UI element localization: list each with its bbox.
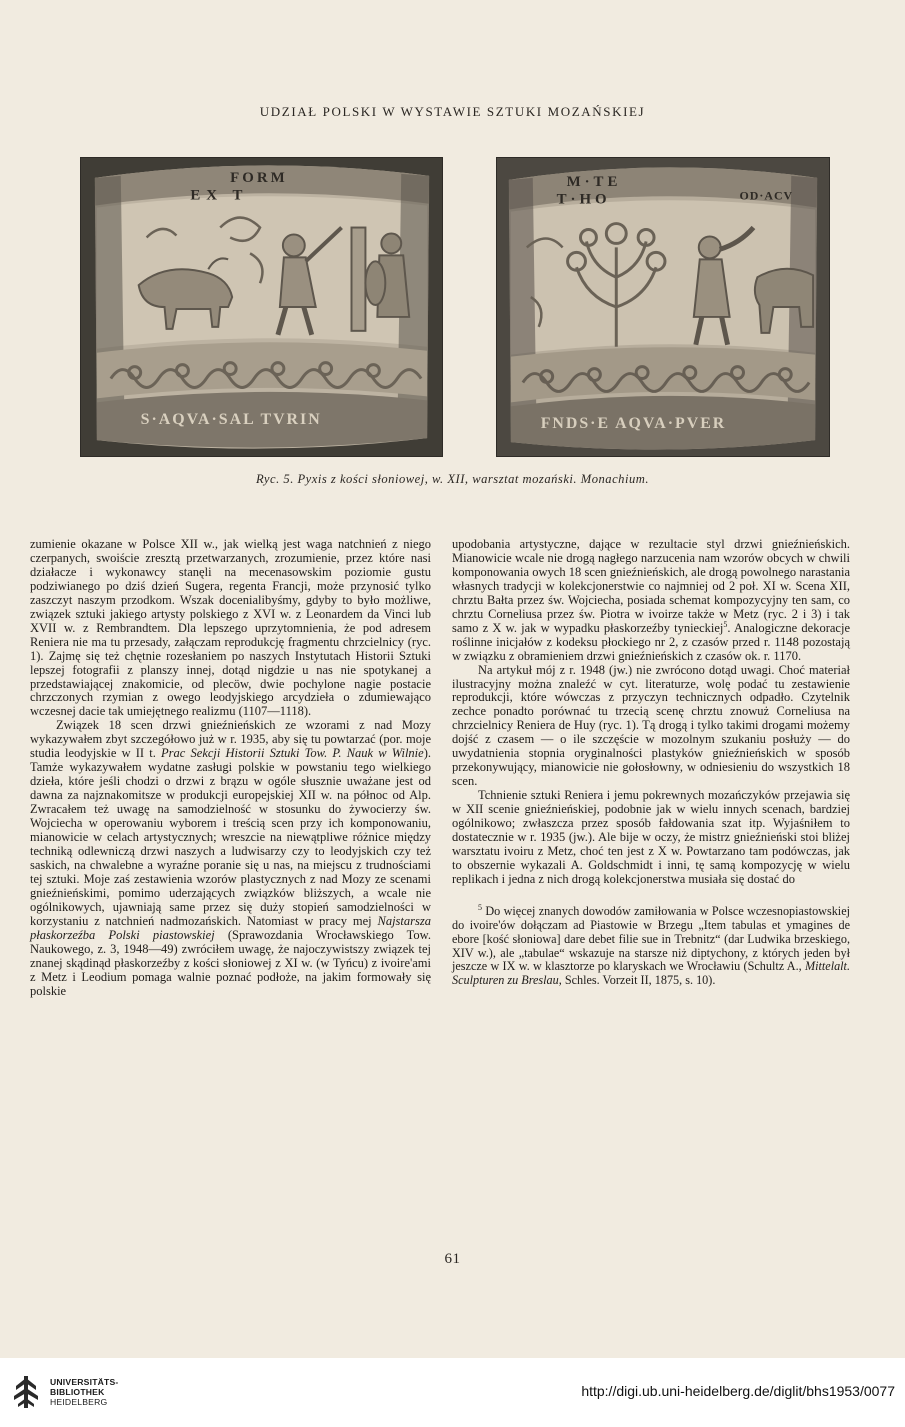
page-number: 61 <box>444 1251 461 1267</box>
running-title: UDZIAŁ POLSKI W WYSTAWIE SZTUKI MOZAŃSKIEJ <box>259 104 646 119</box>
left-p2-text-c: (Sprawozdania Wrocławskiego Tow. Naukowego, z. 3, 1948—49) zwróciłem uwagę, że najoczywistszy związek tej znanej skądinąd płaskorzeźby z kości słoniowej z XI w. (w Tyńcu) z ivoire'ami z Metz i Leodium pomaga walnie poznać podłoże, na jakim formowały się polskie <box>30 927 431 998</box>
library-name <box>50 1377 119 1408</box>
right-paragraph-1 <box>452 538 850 664</box>
pyxis-right-inscription-top-2: T·HO <box>556 191 611 208</box>
pyxis-left-inscription-top-2: EX T <box>190 187 249 204</box>
footnote-text-a: Do więcej znanych dowodów zamiłowania w Polsce wczesnopiastowskiej do ivoire'ów dołączam ad Piastowie w Brzegu „Item tabulas et ymagines de ebore [kość słoniowa] dare debet filie sue in Trebnitz“ (dar Ludwika brzeskiego, XIV w.), ale „tabulae“ wskazuje na starsze niż diptychony, z których jeden był jeszcze w IX w. w klasztorze po klaryskach we Wrocławiu (Schultz A., <box>452 903 850 974</box>
pyxis-right-inscription-bottom: FNDS·E AQVA·PVER <box>540 415 727 433</box>
pyxis-left-inscription-top: FORM <box>230 169 288 186</box>
digitization-footer <box>0 1358 905 1427</box>
right-paragraph-3: Tchnienie sztuki Reniera i jemu pokrewnych mozańczyków przejawia się w XII scenie gnieźnieńskiej, podobnie jak w wielu innych scenach, bardziej ogólnikowo; zwłaszcza przez sposób fałdowania szat itp. Wyjaśniłem to dostatecznie w r. 1935 (jw.). Ale bije w oczy, że mistrz gnieźnieński stoi bliżej warsztatu ivoiru z Metz, choć ten jest z X w. Powtarzano tam podówczas, jak to obszernie wykazali A. Goldschmidt i inni, tę samą kompozycję w wielu replikach i jedna z nich drogą kolekcjonerstwa musiała się dostać do <box>452 788 850 886</box>
footnote-italic-title: Mittelalt. Sculpturen zu Breslau <box>452 959 850 988</box>
library-line-1: UNIVERSITÄTS- <box>50 1377 119 1387</box>
pyxis-left-illustration <box>81 158 442 456</box>
text-column-right <box>452 538 850 988</box>
right-p1-text-b: . Analogiczne dekoracje roślinne inicjałów z kodeksu płockiego nr 2, z czasów przed r. 1148 pozostają w związku z obramieniem drzwi gnieźnieńskich z czasów ok. r. 1170. <box>452 620 851 663</box>
library-line-2: BIBLIOTHEK <box>50 1387 105 1398</box>
left-paragraph-2 <box>30 719 431 998</box>
left-paragraph-1: zumienie okazane w Polsce XII w., jak wielką jest waga natchnień z niego czerpanych, swoiście zresztą przetwarzanych, zrozumienie, przez które nasi działacze i wykonawcy stanęli na mecenasowskim poziomie gustu podziwianego po dziś dzień Sugera, regenta Francji, może przynosić tylko zaszczyt naszym przodkom. Wszak docenialibyśmy, gdyby to było możliwe, związek sztuki jakiego artysty polskiego z XVI w. z Leonardem da Vinci lub XVII w. z Rembrandtem. Dla lepszego uprzytomnienia, że pod adresem Reniera nie ma tu przesady, załączam reprodukcję fragmentu chrzcielnicy (ryc. 1). Zajmę się też chętnie rozesłaniem po naszych Instytutach Historii Sztuki lepszej fotografii z planszy innej, dotąd nigdzie u nas nie spotykanej a przedstawiającej znakomicie, od plecöw, dwie pochylone nagie postacie chrzczonych rzymian z owego leodyjskiego arcydzieła o zdumiewająco wczesnej dacie tak umiejętnego realizmu (1107—1118). <box>30 537 431 719</box>
pyxis-right-illustration <box>497 158 829 456</box>
library-line-3: HEIDELBERG <box>50 1397 108 1408</box>
pyxis-right-inscription-top: M·TE <box>566 173 622 190</box>
right-paragraph-2: Na artykuł mój z r. 1948 (jw.) nie zwrócono dotąd uwagi. Choć materiał ilustracyjny można znaleźć w cyt. literaturze, wolę podać tu zestawienie reprodukcji, które wówczas z przyczyn technicznych odpadło. Czytelnik zechce ponadto porównać tu trzecią scenę chrztu znowuż Corneliusa na chrzcielnicy Reniera de Huy (ryc. 1). Tą drogą i tylko takimi drogami możemy dojść z czasem — o ile szczęście w mozolnym szukaniu posłuży — do uwydatnienia stopnia oryginalności plastyków gnieźnieńskich w sposób przekonywujący, mianowicie nie gołosłowny, w odniesieniu do wszystkich 18 scen. <box>452 662 850 789</box>
pyxis-photo-right <box>496 157 830 457</box>
right-p1-text-a: upodobania artystyczne, dające w rezultacie styl drzwi gnieźnieńskich. Mianowicie wcale nie drogą nagłego narzucenia nam wzorów obcych w chwili komponowania owych 18 scen gnieźnieńskich, ale drogą powolnego narastania własnych tradycji w kolekcjonerstwie co najmniej od 2 poł. XI w. Scena XII, chrztu Bałta przez św. Wojciecha, posiada schemat kompozycyjny ten sam, co chrztu Corneliusa przez św. Piotra w ivoirze także w Metz (ryc. 2 i 3) i tak samo z X w. jak w wypadku płaskorzeźby tynieckiej <box>452 537 850 635</box>
pyxis-right-inscription-top-3: OD·ACV <box>739 188 794 203</box>
left-p2-text-b: ). Tamże wykazywałem wydatne zasługi polskie w powstaniu tego wielkiego dzieła, które jeśli chodzi o drzwi z brązu w ogóle słusznie uważane jest od dawna za najznakomitsze w produkcji europejskiej XII w. na północ od Alp. Zwracałem też uwagę na samodzielność w stosunku do żywocierzy św. Wojciecha w operowaniu wyborem i treścią scen przy ich komponowaniu, mianowicie w celach artystycznych; wreszcie na niewątpliwe różnice między techniką odlewniczą drzwi naszych a ludwisarzy czy to leodyjskich czy też saskich, na chwalebne a wyraźne poranie się u nas, na miejscu z trudnościami tej sztuki. Moje zaś zestawienia wzorów plastycznych z nad Mozy ze scenami gnieźnieńskimi, pomimo uderzających związków bliższych, a wcale nie ogólnikowych, ujawniają same przez się duży stopień samodzielności w korzystaniu z natchnień nadmozańskich. Natomiast w pracy mej <box>30 746 431 928</box>
footnote <box>452 902 850 988</box>
pyxis-photo-left <box>80 157 443 457</box>
footnote-mark: 5 <box>478 902 482 912</box>
permalink-url[interactable]: http://digi.ub.uni-heidelberg.de/diglit/bhs1953/0077 <box>581 1383 895 1399</box>
figure-caption: Ryc. 5. Pyxis z kości słoniowej, w. XII, warsztat mozański. Monachium. <box>255 472 650 486</box>
left-p2-italic-title: Prac Sekcji Historii Sztuki Tow. P. Nauk w Wilnie <box>161 746 424 761</box>
footnote-reference: 5 <box>723 619 728 629</box>
left-p2-text-a: Związek 18 scen drzwi gnieźnieńskich ze wzorami z nad Mozy wykazywałem zbyt szczegółowo już w r. 1935, aby się tu powtarzać (por. moje studia leodyjskie w II t. <box>30 718 431 761</box>
left-p2-italic-title-2: Najstarsza płaskorzeźba Polski piastowskiej <box>30 913 431 942</box>
footnote-text-b: , Schles. Vorzeit II, 1875, s. 10). <box>558 973 716 988</box>
text-column-left <box>30 538 431 998</box>
university-library-logo-icon <box>8 1374 44 1410</box>
pyxis-left-inscription-bottom: S·AQVA·SAL TVRIN <box>140 411 322 429</box>
